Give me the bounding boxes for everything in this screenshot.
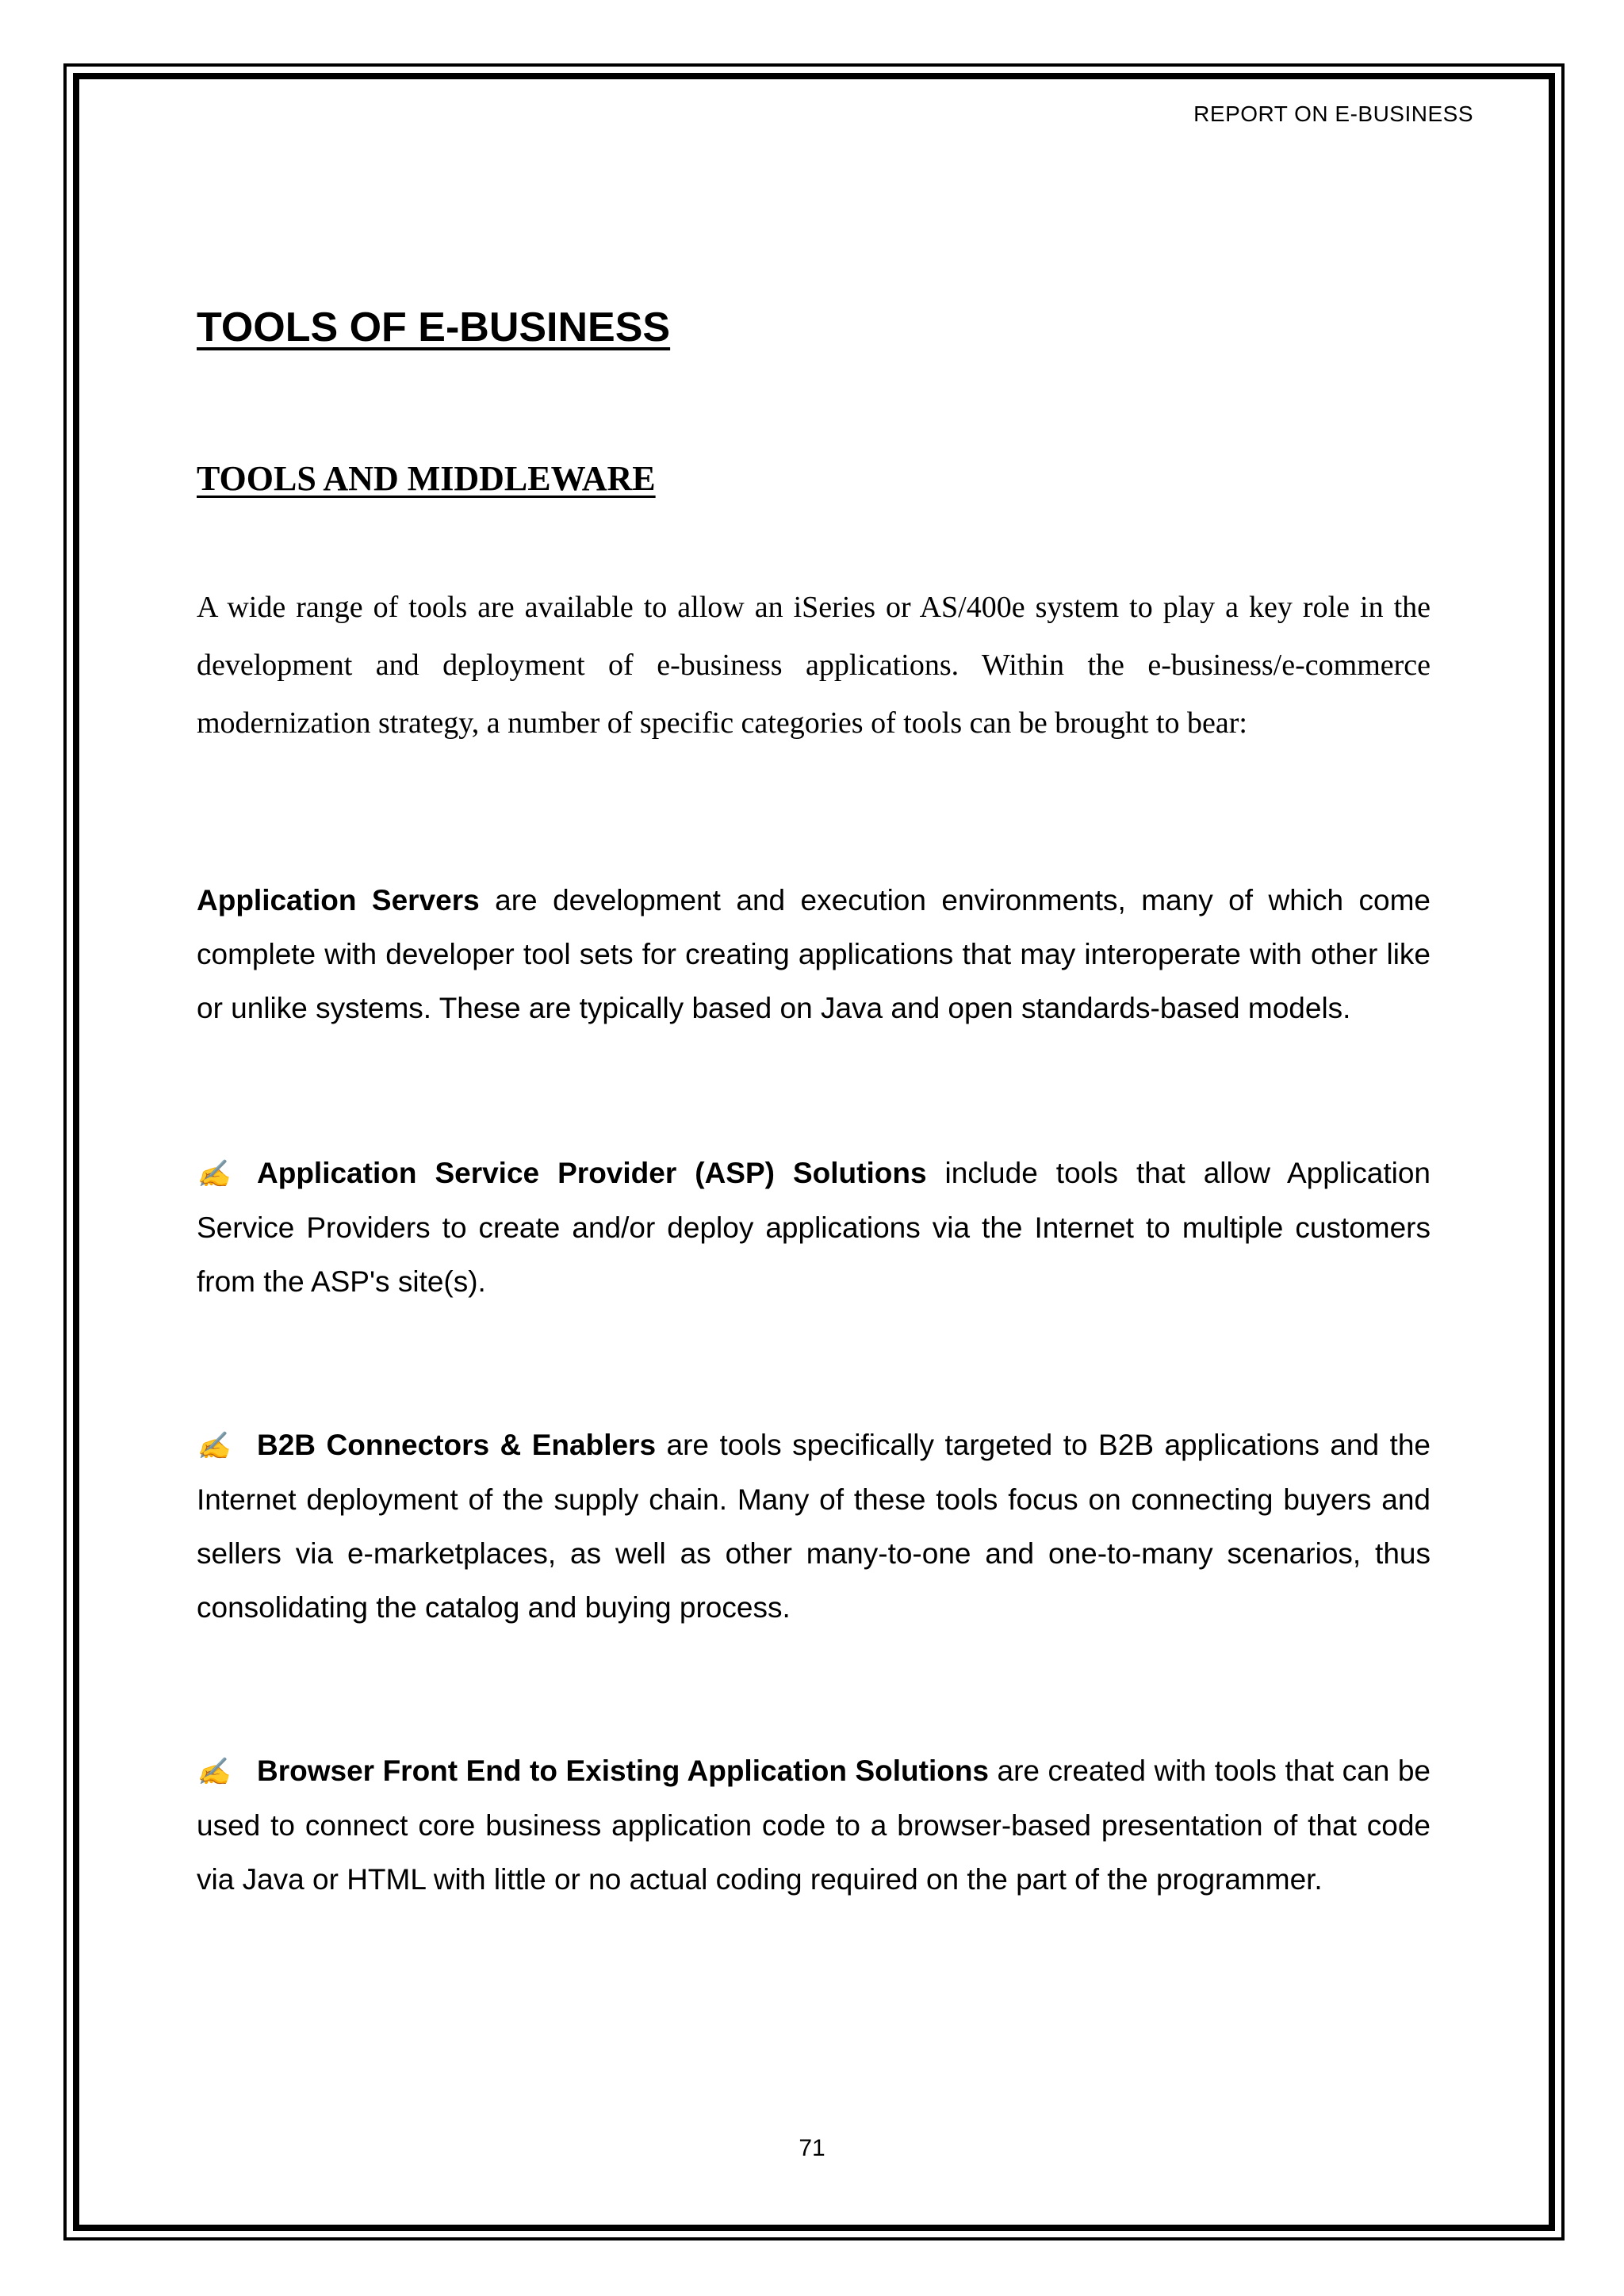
paragraph-asp-solutions bbox=[197, 1146, 1431, 1309]
term-browser-front-end: Browser Front End to Existing Application Solutions bbox=[257, 1755, 990, 1787]
term-application-servers: Application Servers bbox=[197, 884, 480, 916]
page-number: 71 bbox=[799, 2135, 825, 2161]
running-header: REPORT ON E-BUSINESS bbox=[1193, 101, 1473, 126]
intro-paragraph: A wide range of tools are available to allow an iSeries or AS/400e system to play a key role in the development and deployment of e-business applications. Within the e-business/e-commerce modernization strategy, a number of specific categories of tools can be brought to bear: bbox=[197, 591, 1431, 740]
description-b2b-connectors: are tools specifically targeted to B2B applications and the Internet deployment of the supply chain. Many of these tools focus on connecting buyers and sellers via e-marketplaces, as well as other many-to-one and one-to-many scenarios, thus consolidating the catalog and buying process. bbox=[197, 1429, 1431, 1624]
writing-hand-icon: ✍ bbox=[197, 1159, 231, 1189]
page-title: TOOLS OF E-BUSINESS bbox=[197, 304, 671, 350]
writing-hand-icon: ✍ bbox=[197, 1757, 231, 1787]
section-heading: TOOLS AND MIDDLEWARE bbox=[197, 459, 656, 498]
writing-hand-icon: ✍ bbox=[197, 1431, 231, 1461]
description-application-servers: are development and execution environments, many of which come complete with developer tool sets for creating applications that may interoperate with other like or unlike systems. These are typically based on Java and open standards-based models. bbox=[197, 884, 1431, 1024]
paragraph-b2b-connectors bbox=[197, 1418, 1431, 1635]
description-browser-front-end: are created with tools that can be used to connect core business application code to a browser-based presentation of that code via Java or HTML with little or no actual coding required on the part of the programmer. bbox=[197, 1755, 1431, 1896]
term-b2b-connectors: B2B Connectors & Enablers bbox=[257, 1429, 657, 1461]
paragraph-application-servers bbox=[197, 874, 1431, 1035]
term-asp-solutions: Application Service Provider (ASP) Solutions bbox=[257, 1157, 927, 1189]
description-asp-solutions: include tools that allow Application Service Providers to create and/or deploy applications via the Internet to multiple customers from the ASP's site(s). bbox=[197, 1157, 1431, 1298]
paragraph-browser-front-end bbox=[197, 1744, 1431, 1907]
